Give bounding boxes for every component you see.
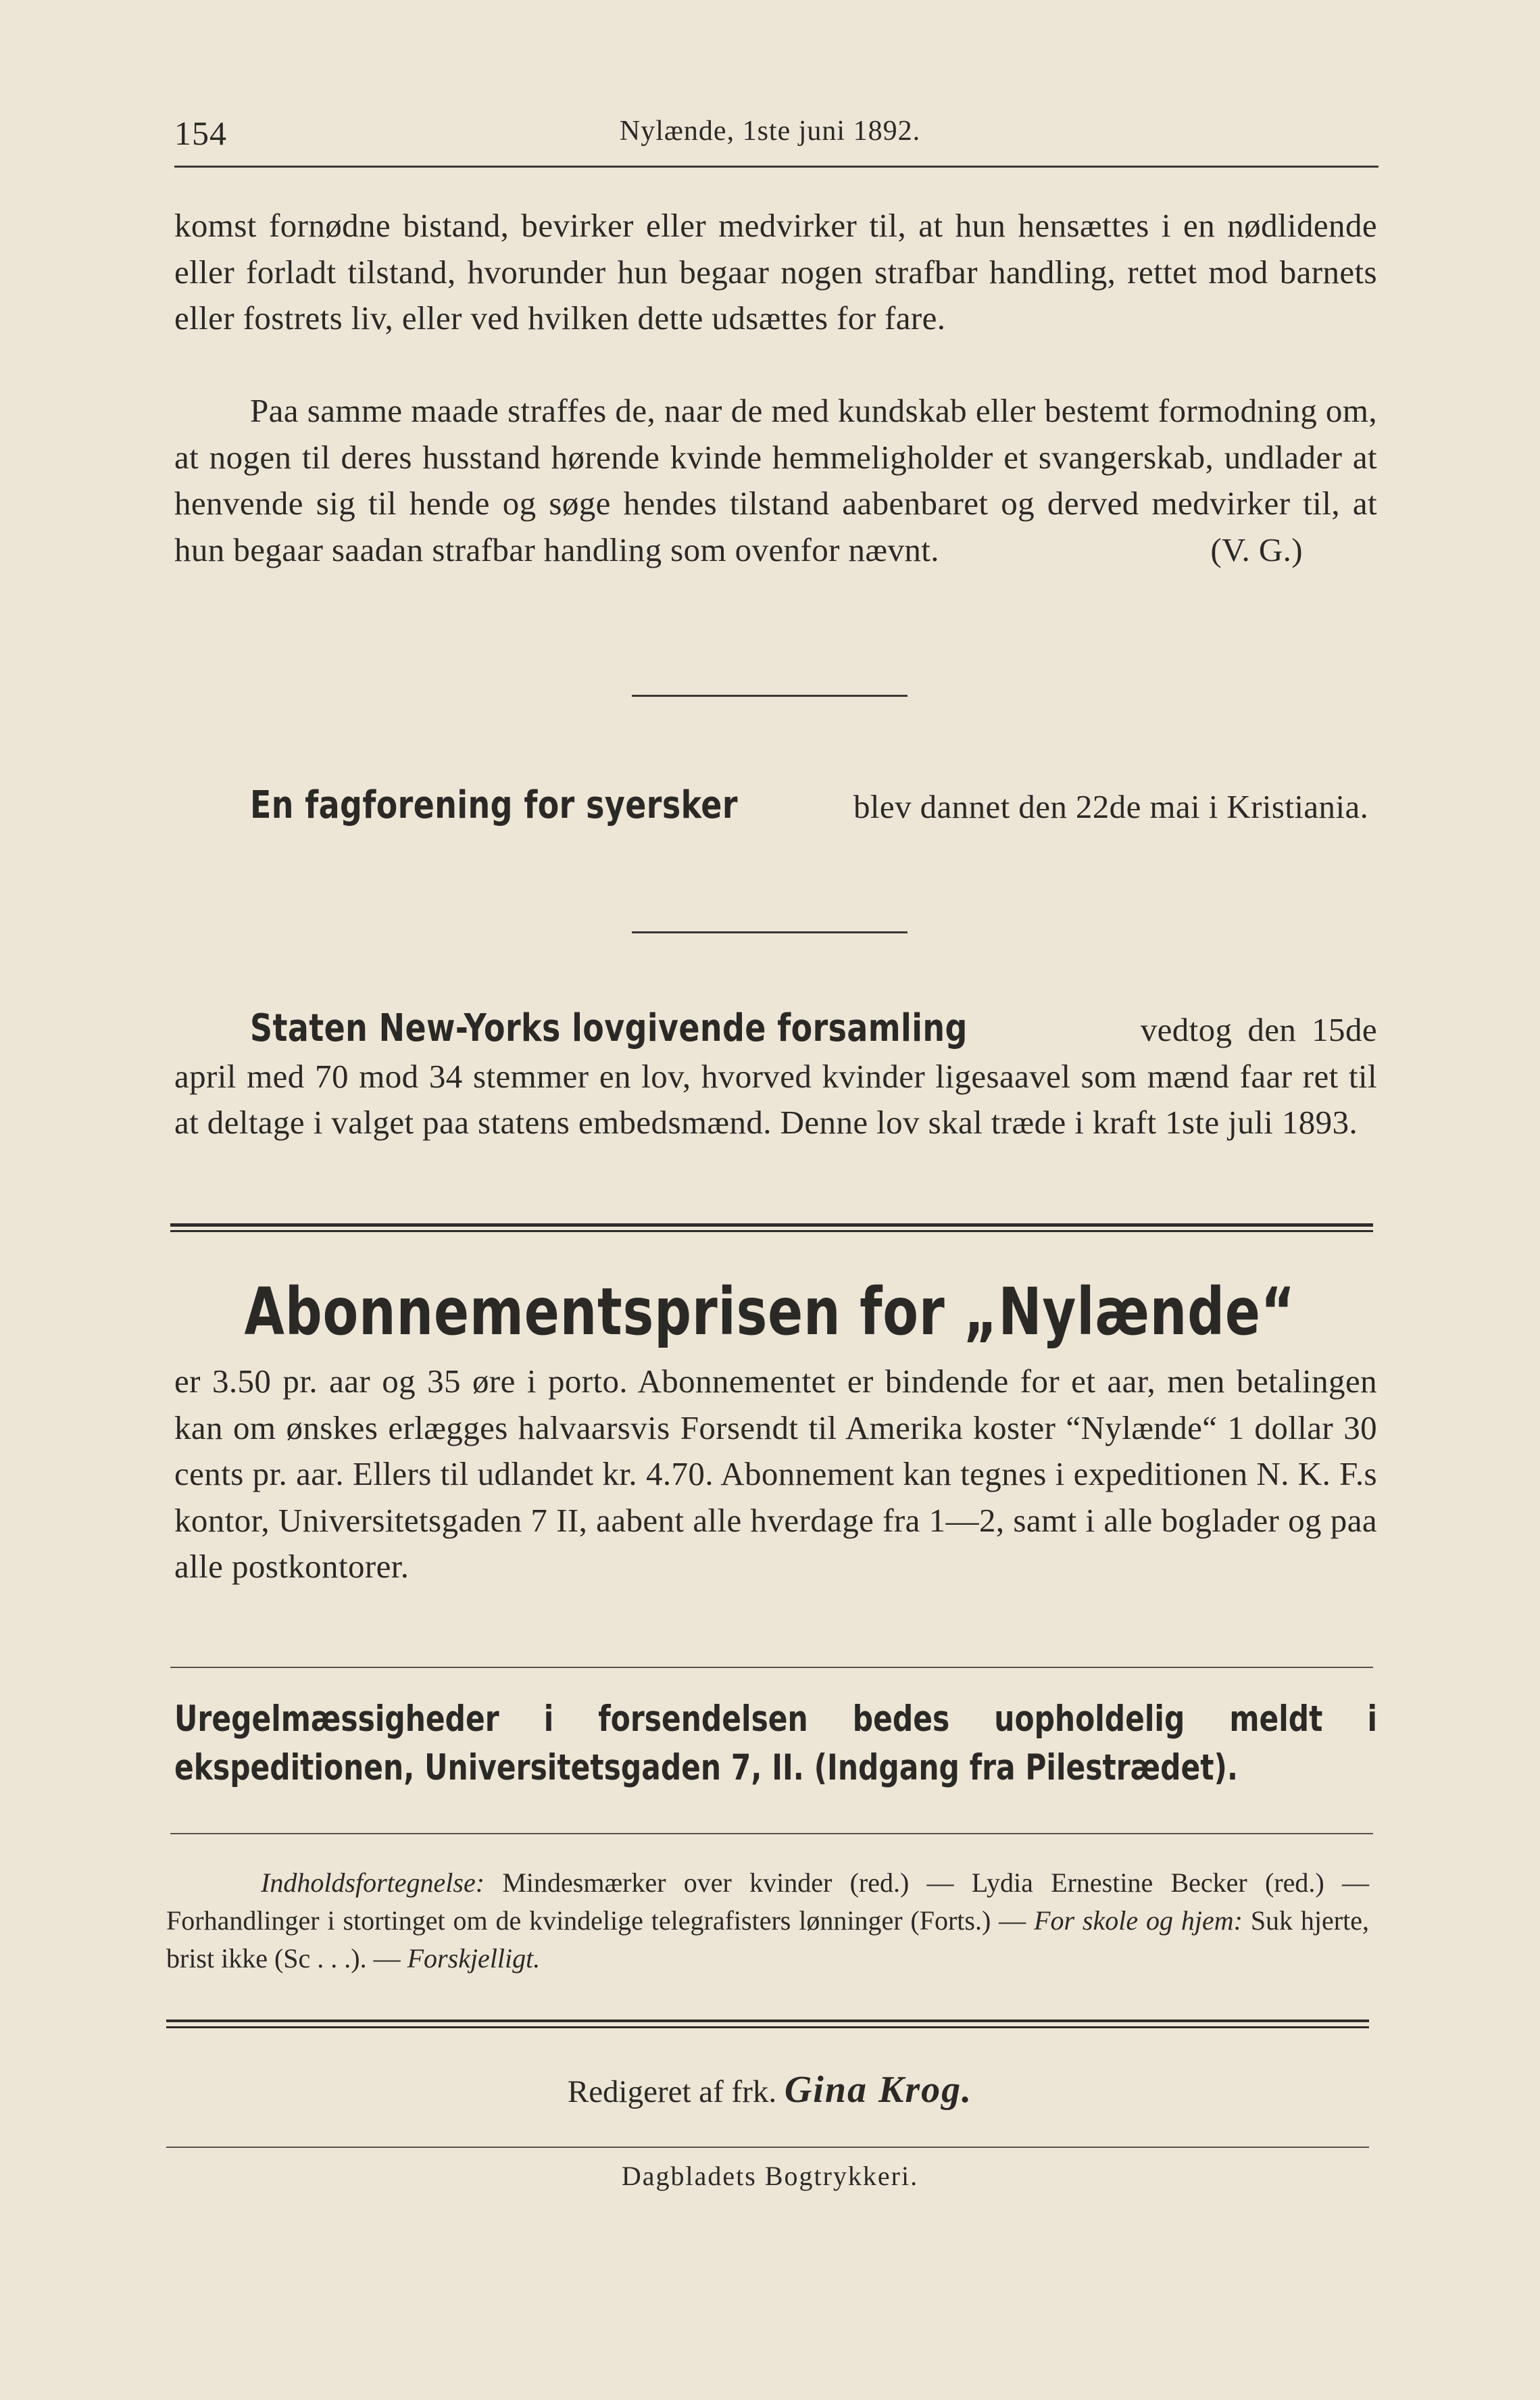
contents-section-2-label: For skole og hjem: — [1034, 1905, 1243, 1936]
article-signature: (V. G.) — [1210, 531, 1303, 568]
editor-name: Gina Krog. — [784, 2069, 973, 2111]
article-continuation-text: komst fornødne bistand, bevirker eller medvirker til, at hun hensættes i en nødlidende eller forladt tilstand, hvorunder hun begaar nogen strafbar handling, rettet mod barnets eller fostrets liv, eller ved hvilken dette udsættes for fare. — [174, 207, 1377, 337]
separator-rule — [632, 695, 908, 697]
notice-newyork-heading: Staten New-Yorks lovgivende forsamling — [250, 1006, 968, 1050]
thin-rule — [170, 1833, 1373, 1834]
printer-line: Dagbladets Bogtrykkeri. — [621, 2161, 919, 2191]
irregularities-notice: Uregelmæssigheder i forsendelsen bedes uopholdelig meldt i ekspeditionen, Universitetsgaden 7, II. (Indgang fra Pilestrædet). — [174, 1698, 1377, 1788]
notice-fagforening-text: blev dannet den 22de mai i Kristiania. — [853, 788, 1369, 825]
thin-rule — [166, 2147, 1369, 2148]
article-paragraph-text: Paa samme maade straffes de, naar de med kundskab eller bestemt formodning om, at nogen til deres husstand hørende kvinde hemmeligholder et svangerskab, undlader at henvende sig til hende og søge hendes tilstand aabenbaret og derved medvirker til, at hun begaar saadan strafbar handling som ovenfor nævnt. — [174, 392, 1377, 568]
contents-section-3-label: Forskjelligt. — [407, 1943, 541, 1974]
subscription-text: er 3.50 pr. aar og 35 øre i porto. Abonnementet er bindende for et aar, men betalingen kan om ønskes erlægges halvaarsvis Forsendt til Amerika koster “Nylænde“ 1 dollar 30 cents pr. aar. Ellers til udlandet kr. 4.70. Abonnement kan tegnes i expeditionen N. K. F.s kontor, Universitetsgaden 7 II, aabent alle hverdage fra 1—2, samt i alle boglader og paa alle postkontorer. — [174, 1363, 1377, 1585]
contents-label: Indholdsfortegnelse: — [261, 1867, 485, 1898]
article-paragraph — [174, 388, 1377, 573]
notice-fagforening — [174, 783, 1377, 831]
notice-newyork-text: vedtog den 15de april med 70 mod 34 stemmer en lov, hvorved kvinder ligesaavel som mænd faar ret til at deltage i valget paa statens embedsmænd. Denne lov skal træde i kraft 1ste juli 1893. — [174, 1011, 1377, 1141]
notice-newyork — [174, 1006, 1377, 1146]
table-of-contents — [166, 1864, 1369, 1978]
editor-prefix: Redigeret af frk. — [567, 2074, 777, 2109]
article-continuation — [174, 203, 1377, 342]
running-title: Nylænde, 1ste juni 1892. — [619, 116, 921, 147]
editor-line — [0, 2068, 1540, 2111]
subscription-heading: Abonnementsprisen for „Nylænde“ — [244, 1274, 1296, 1350]
thin-rule — [170, 1667, 1373, 1668]
contents-part-2: Suk hjerte, brist ikke (Sc . . .). — — [166, 1905, 1369, 1974]
contents-part-1: Mindesmærker over kvinder (red.) — Lydia Ernestine Becker (red.) — Forhandlinger i stortinget om de kvindelige telegrafisters lønninger (Forts.) — — [166, 1867, 1369, 1936]
separator-rule — [632, 931, 908, 933]
notice-fagforening-heading: En fagforening for syersker — [250, 783, 738, 827]
header-rule — [174, 166, 1378, 168]
page-number: 154 — [174, 114, 227, 152]
